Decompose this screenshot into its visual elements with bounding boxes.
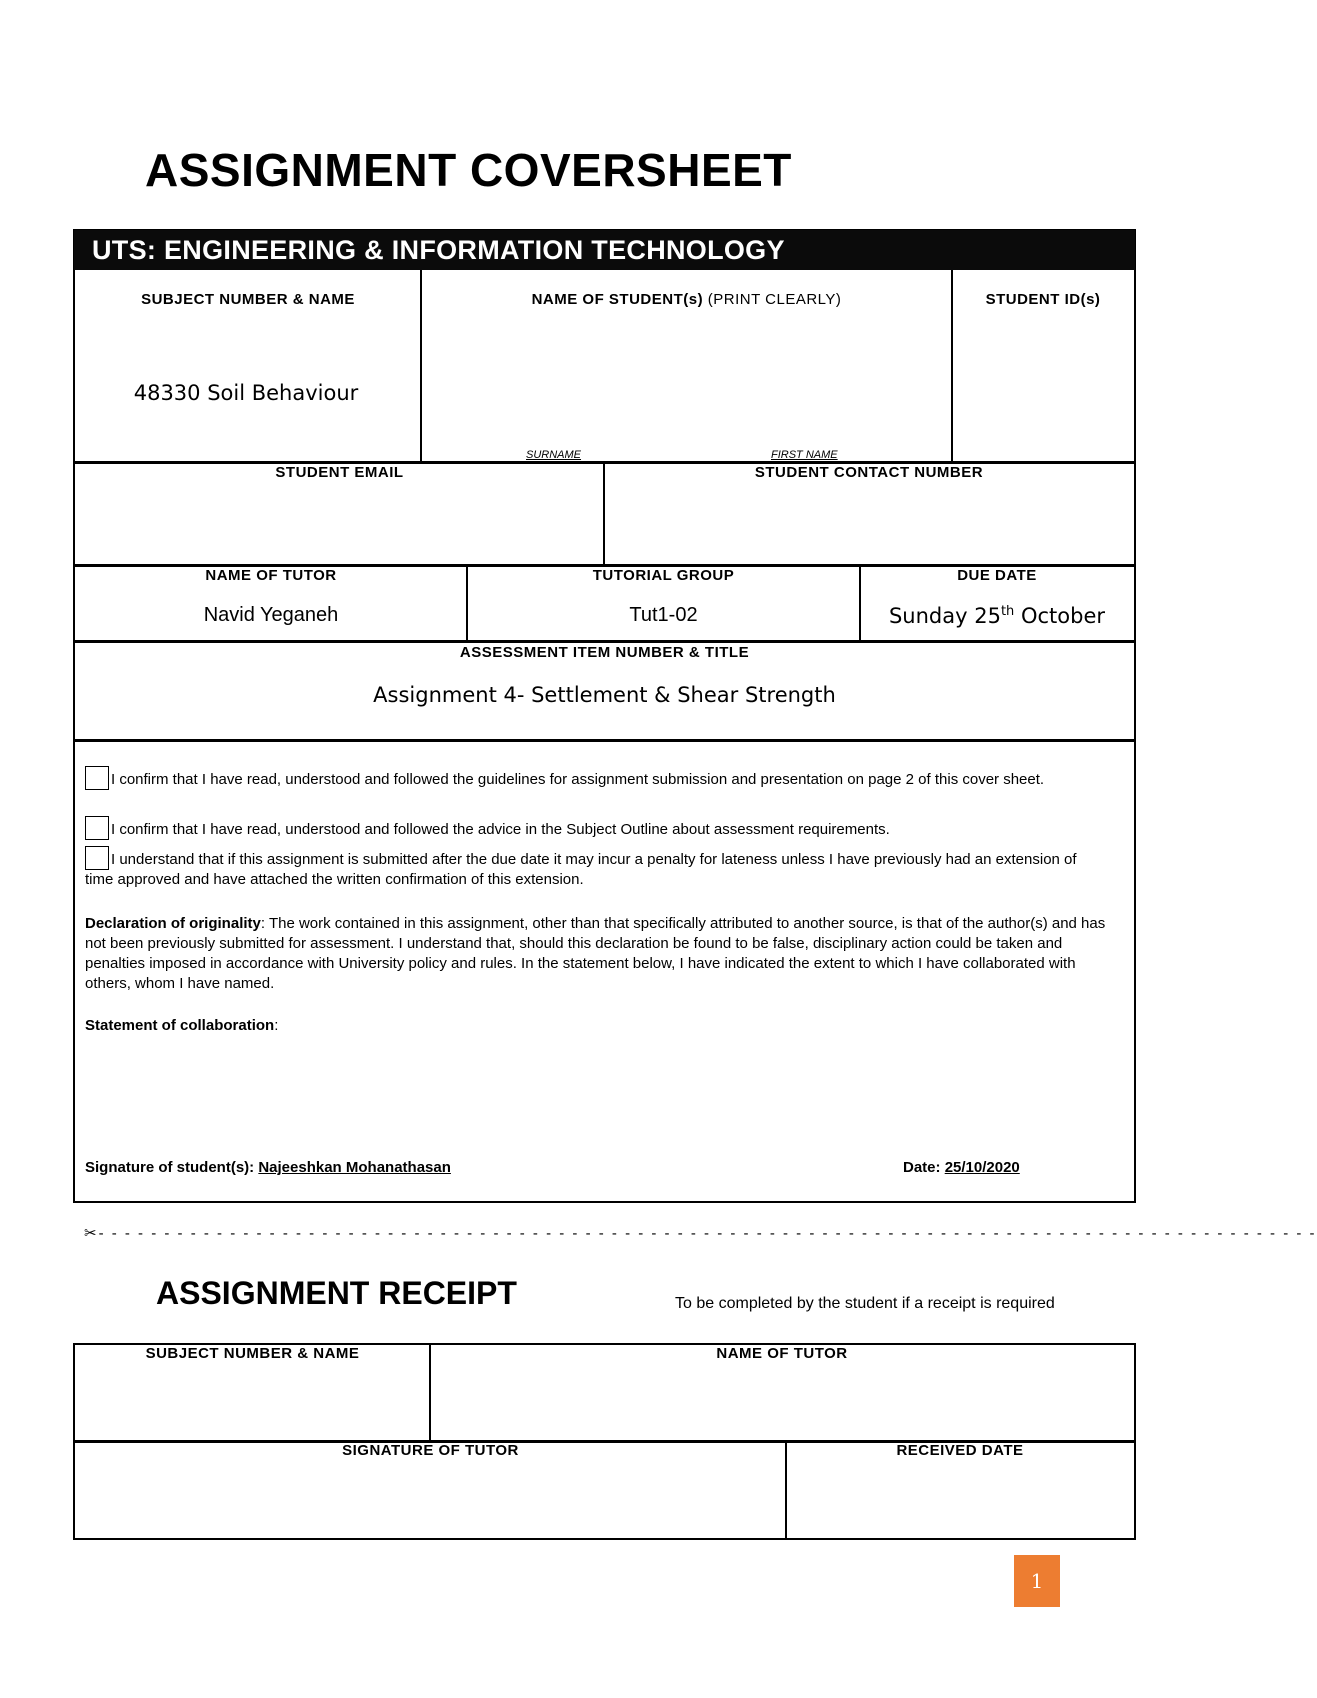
checkbox-line-1 — [85, 766, 1105, 790]
date-line — [903, 1158, 1103, 1178]
email-header: STUDENT EMAIL — [275, 464, 404, 481]
collab-colon: : — [274, 1017, 279, 1034]
student-id-header: STUDENT ID(s) — [985, 291, 1101, 308]
signature-label: Signature of student(s): — [85, 1159, 255, 1176]
assessment-header: ASSESSMENT ITEM NUMBER & TITLE — [459, 644, 750, 661]
confirm-guidelines-checkbox[interactable] — [85, 766, 109, 790]
assessment-value[interactable]: Assignment 4- Settlement & Shear Strength — [373, 683, 836, 707]
confirm-guidelines-text: I confirm that I have read, understood and followed the guidelines for assignment submission and presentation on page 2 of this cover sheet. — [111, 771, 1045, 788]
late-penalty-checkbox[interactable] — [85, 846, 109, 870]
confirm-outline-checkbox[interactable] — [85, 816, 109, 840]
collab-label: Statement of collaboration — [85, 1017, 275, 1034]
group-header: TUTORIAL GROUP — [592, 567, 735, 584]
receipt-title: ASSIGNMENT RECEIPT — [156, 1275, 517, 1311]
late-penalty-text: I understand that if this assignment is submitted after the due date it may incur a penalty for lateness unless I have previously had an extension of time approved and have attached the written confirmation of this extension. — [85, 851, 1077, 888]
student-name-header — [422, 291, 951, 308]
page-number-badge: 1 — [1014, 1555, 1060, 1607]
receipt-subject-header: SUBJECT NUMBER & NAME — [145, 1345, 360, 1362]
receipt-note: To be completed by the student if a receipt is required — [675, 1295, 1055, 1312]
date-value[interactable]: 25/10/2020 — [944, 1159, 1020, 1176]
due-date-value[interactable] — [861, 604, 1133, 628]
faculty-banner: UTS: ENGINEERING & INFORMATION TECHNOLOGY — [74, 230, 1135, 270]
collaboration-statement — [85, 1016, 985, 1036]
surname-label: SURNAME — [526, 449, 582, 461]
student-name-header-label: NAME OF STUDENT(s) — [531, 291, 704, 308]
coversheet-table — [73, 229, 1136, 1203]
date-label: Date: — [903, 1159, 941, 1176]
originality-label: Declaration of originality — [85, 915, 261, 932]
due-date-month: October — [1014, 604, 1106, 628]
subject-value[interactable]: 48330 Soil Behaviour — [133, 381, 359, 405]
confirm-outline-text: I confirm that I have read, understood and followed the advice in the Subject Outline about assessment requirements. — [111, 821, 890, 838]
contact-header: STUDENT CONTACT NUMBER — [754, 464, 984, 481]
tutor-header: NAME OF TUTOR — [205, 567, 337, 584]
originality-text: : The work contained in this assignment, other than that specifically attributed to another source, is that of the author(s) and has not been previously submitted for assessment. I understand that, should this declaration be found to be false, disciplinary action could be taken and penalties imposed in accordance with University policy and rules. In the statement below, I have indicated the extent to which I have collaborated with others, whom I have named. — [85, 915, 1106, 992]
page-title: ASSIGNMENT COVERSHEET — [145, 144, 792, 196]
tutor-value[interactable]: Navid Yeganeh — [203, 604, 339, 626]
due-date-suffix: th — [1000, 604, 1015, 619]
divider — [74, 739, 1135, 742]
checkbox-line-3 — [85, 846, 1105, 890]
due-date-day: Sunday 25 — [888, 604, 1001, 628]
student-name-header-note: (PRINT CLEARLY) — [707, 291, 842, 308]
divider — [74, 640, 1135, 643]
signature-line — [85, 1158, 785, 1178]
receipt-received-date-header: RECEIVED DATE — [896, 1442, 1024, 1459]
receipt-signature-header: SIGNATURE OF TUTOR — [342, 1442, 519, 1459]
originality-declaration — [85, 914, 1110, 994]
firstname-label: FIRST NAME — [771, 449, 838, 461]
signature-value[interactable]: Najeeshkan Mohanathasan — [258, 1159, 451, 1176]
group-value[interactable]: Tut1-02 — [629, 604, 698, 626]
receipt-tutor-header: NAME OF TUTOR — [716, 1345, 848, 1362]
checkbox-line-2 — [85, 816, 1105, 840]
subject-header: SUBJECT NUMBER & NAME — [141, 291, 355, 308]
due-date-header: DUE DATE — [957, 567, 1037, 584]
cut-line: ✂- - - - - - - - - - - - - - - - - - - - - - - - - - - - - - - - - - - - - - - - - - - - - - - - - - - - - - - - - - - - - - - - - - - - - - - - - - - - - - - - - - - - - - - - - - - - - — [84, 1225, 1317, 1242]
